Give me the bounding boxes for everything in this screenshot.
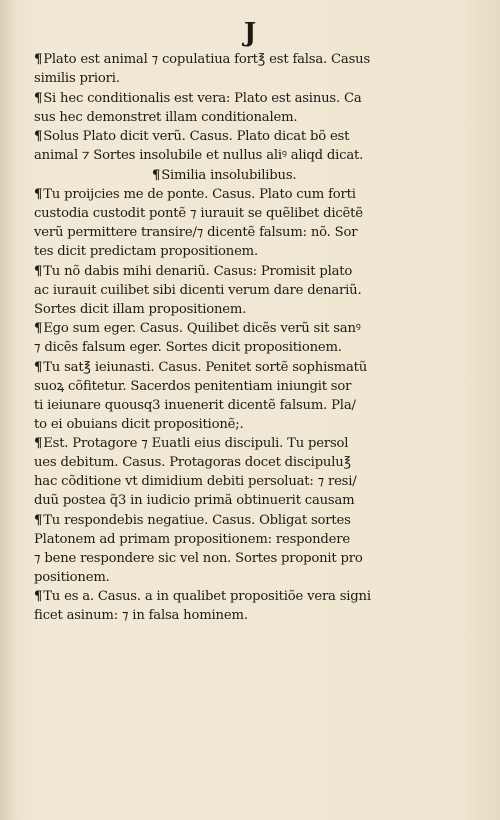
pilcrow-mark: ¶: [34, 263, 43, 279]
text-line: [34, 319, 482, 338]
page-text-block: [34, 50, 482, 625]
line-text: Plato est animal ⁊ copulatiua fort℥ est falsa. Casus: [43, 52, 371, 67]
text-line: [34, 491, 482, 510]
line-text: verũ permittere transire/⁊ dicentẽ falsum: nõ. Sor: [34, 225, 358, 240]
text-line: [34, 127, 482, 146]
text-line: [34, 204, 482, 223]
text-line: [34, 358, 482, 377]
line-text: custodia custodit pontẽ ⁊ iurauit se quẽlibet dicẽtẽ: [34, 206, 363, 221]
line-text: Tu proijcies me de ponte. Casus. Plato cum forti: [43, 187, 356, 202]
text-paragraph: [34, 511, 482, 587]
pilcrow-mark: ¶: [34, 589, 43, 604]
text-line: [34, 472, 482, 491]
text-line: [34, 568, 482, 587]
text-line: [34, 146, 482, 165]
line-text: Si hec conditionalis est vera: Plato est asinus. Ca: [43, 90, 362, 106]
text-line: [34, 415, 482, 434]
pilcrow-mark: ¶: [34, 512, 43, 528]
text-line: [34, 396, 482, 415]
text-paragraph: [34, 319, 482, 357]
text-line: [34, 530, 482, 549]
line-text: Sortes dicit illam propositionem.: [34, 301, 247, 317]
text-paragraph: [34, 127, 482, 165]
line-text: animal ⁊ Sortes insolubile et nullus aliꝰ aliqd dicat.: [34, 148, 364, 163]
text-line: [34, 108, 482, 127]
pilcrow-mark: ¶: [34, 436, 43, 451]
line-text: suoꝝ cõfitetur. Sacerdos penitentiam iniungit sor: [34, 378, 352, 394]
text-line: [34, 223, 482, 242]
text-line: [34, 69, 482, 88]
text-line: [34, 453, 482, 472]
text-line: [34, 606, 482, 625]
line-text: tes dicit predictam propositionem.: [34, 244, 258, 259]
line-text: hac cõditione vt dimidium debiti persoluat: ⁊ resi/: [34, 474, 357, 489]
pilcrow-mark: ¶: [34, 187, 43, 202]
text-line: [34, 300, 482, 319]
text-line: [34, 242, 482, 261]
line-text: Platonem ad primam propositionem: respondere: [34, 531, 350, 547]
pilcrow-mark: ¶: [34, 90, 43, 106]
text-line: [34, 185, 482, 204]
pilcrow-mark: ¶: [34, 359, 43, 375]
text-paragraph: [34, 50, 482, 88]
text-paragraph: [34, 89, 482, 127]
line-text: similis priori.: [34, 71, 120, 86]
text-line: [34, 511, 482, 530]
line-text: Tu respondebis negatiue. Casus. Obligat sortes: [43, 512, 351, 528]
line-text: positionem.: [34, 569, 110, 585]
line-text: sus hec demonstret illam conditionalem.: [34, 109, 298, 125]
line-text: ac iurauit cuilibet sibi dicenti verum dare denariũ.: [34, 282, 362, 298]
text-line: [34, 377, 482, 396]
line-text: ti ieiunare quousq3 inuenerit dicentẽ falsum. Pla/: [34, 397, 356, 413]
line-text: ⁊ bene respondere sic vel non. Sortes proponit pro: [34, 550, 363, 566]
line-text: ues debitum. Casus. Protagoras docet discipulu℥: [34, 455, 351, 470]
text-paragraph: [34, 185, 482, 261]
text-line: [34, 549, 482, 568]
line-text: Ego sum eger. Casus. Quilibet dicẽs verũ sit sanꝰ: [43, 321, 361, 336]
page-signature-mark: J: [243, 18, 257, 48]
text-paragraph: [34, 262, 482, 319]
line-text: Solus Plato dicit verũ. Casus. Plato dicat bõ est: [43, 129, 350, 144]
text-paragraph: [34, 434, 482, 510]
text-line: [34, 281, 482, 300]
text-line: [34, 338, 482, 357]
text-line: [34, 262, 482, 281]
line-text: ⁊ dicẽs falsum eger. Sortes dicit propositionem.: [34, 340, 342, 355]
pilcrow-mark: ¶: [34, 129, 43, 144]
text-line: [34, 434, 482, 453]
text-line: [34, 166, 482, 185]
line-text: Est. Protagore ⁊ Euatli eius discipuli. Tu persol: [43, 436, 349, 451]
line-text: to ei obuians dicit propositionẽ;.: [34, 416, 244, 432]
text-paragraph: [34, 358, 482, 434]
text-line: [34, 587, 482, 606]
line-text: duũ postea q̃3 in iudicio primã obtinuerit causam: [34, 493, 355, 508]
line-text: Similia insolubilibus.: [161, 167, 297, 183]
line-text: Tu es a. Casus. a in qualibet propositiõe vera signi: [43, 589, 371, 604]
pilcrow-mark: ¶: [34, 321, 43, 336]
text-line: [34, 89, 482, 108]
text-line: [34, 50, 482, 69]
pilcrow-mark: ¶: [152, 167, 161, 183]
text-paragraph: [34, 166, 482, 185]
text-paragraph: [34, 587, 482, 625]
pilcrow-mark: ¶: [34, 52, 43, 67]
line-text: Tu nõ dabis mihi denariũ. Casus: Promisit plato: [43, 263, 353, 279]
line-text: ficet asinum: ⁊ in falsa hominem.: [34, 608, 248, 623]
line-text: Tu sat℥ ieiunasti. Casus. Penitet sortẽ sophismatũ: [43, 359, 368, 375]
